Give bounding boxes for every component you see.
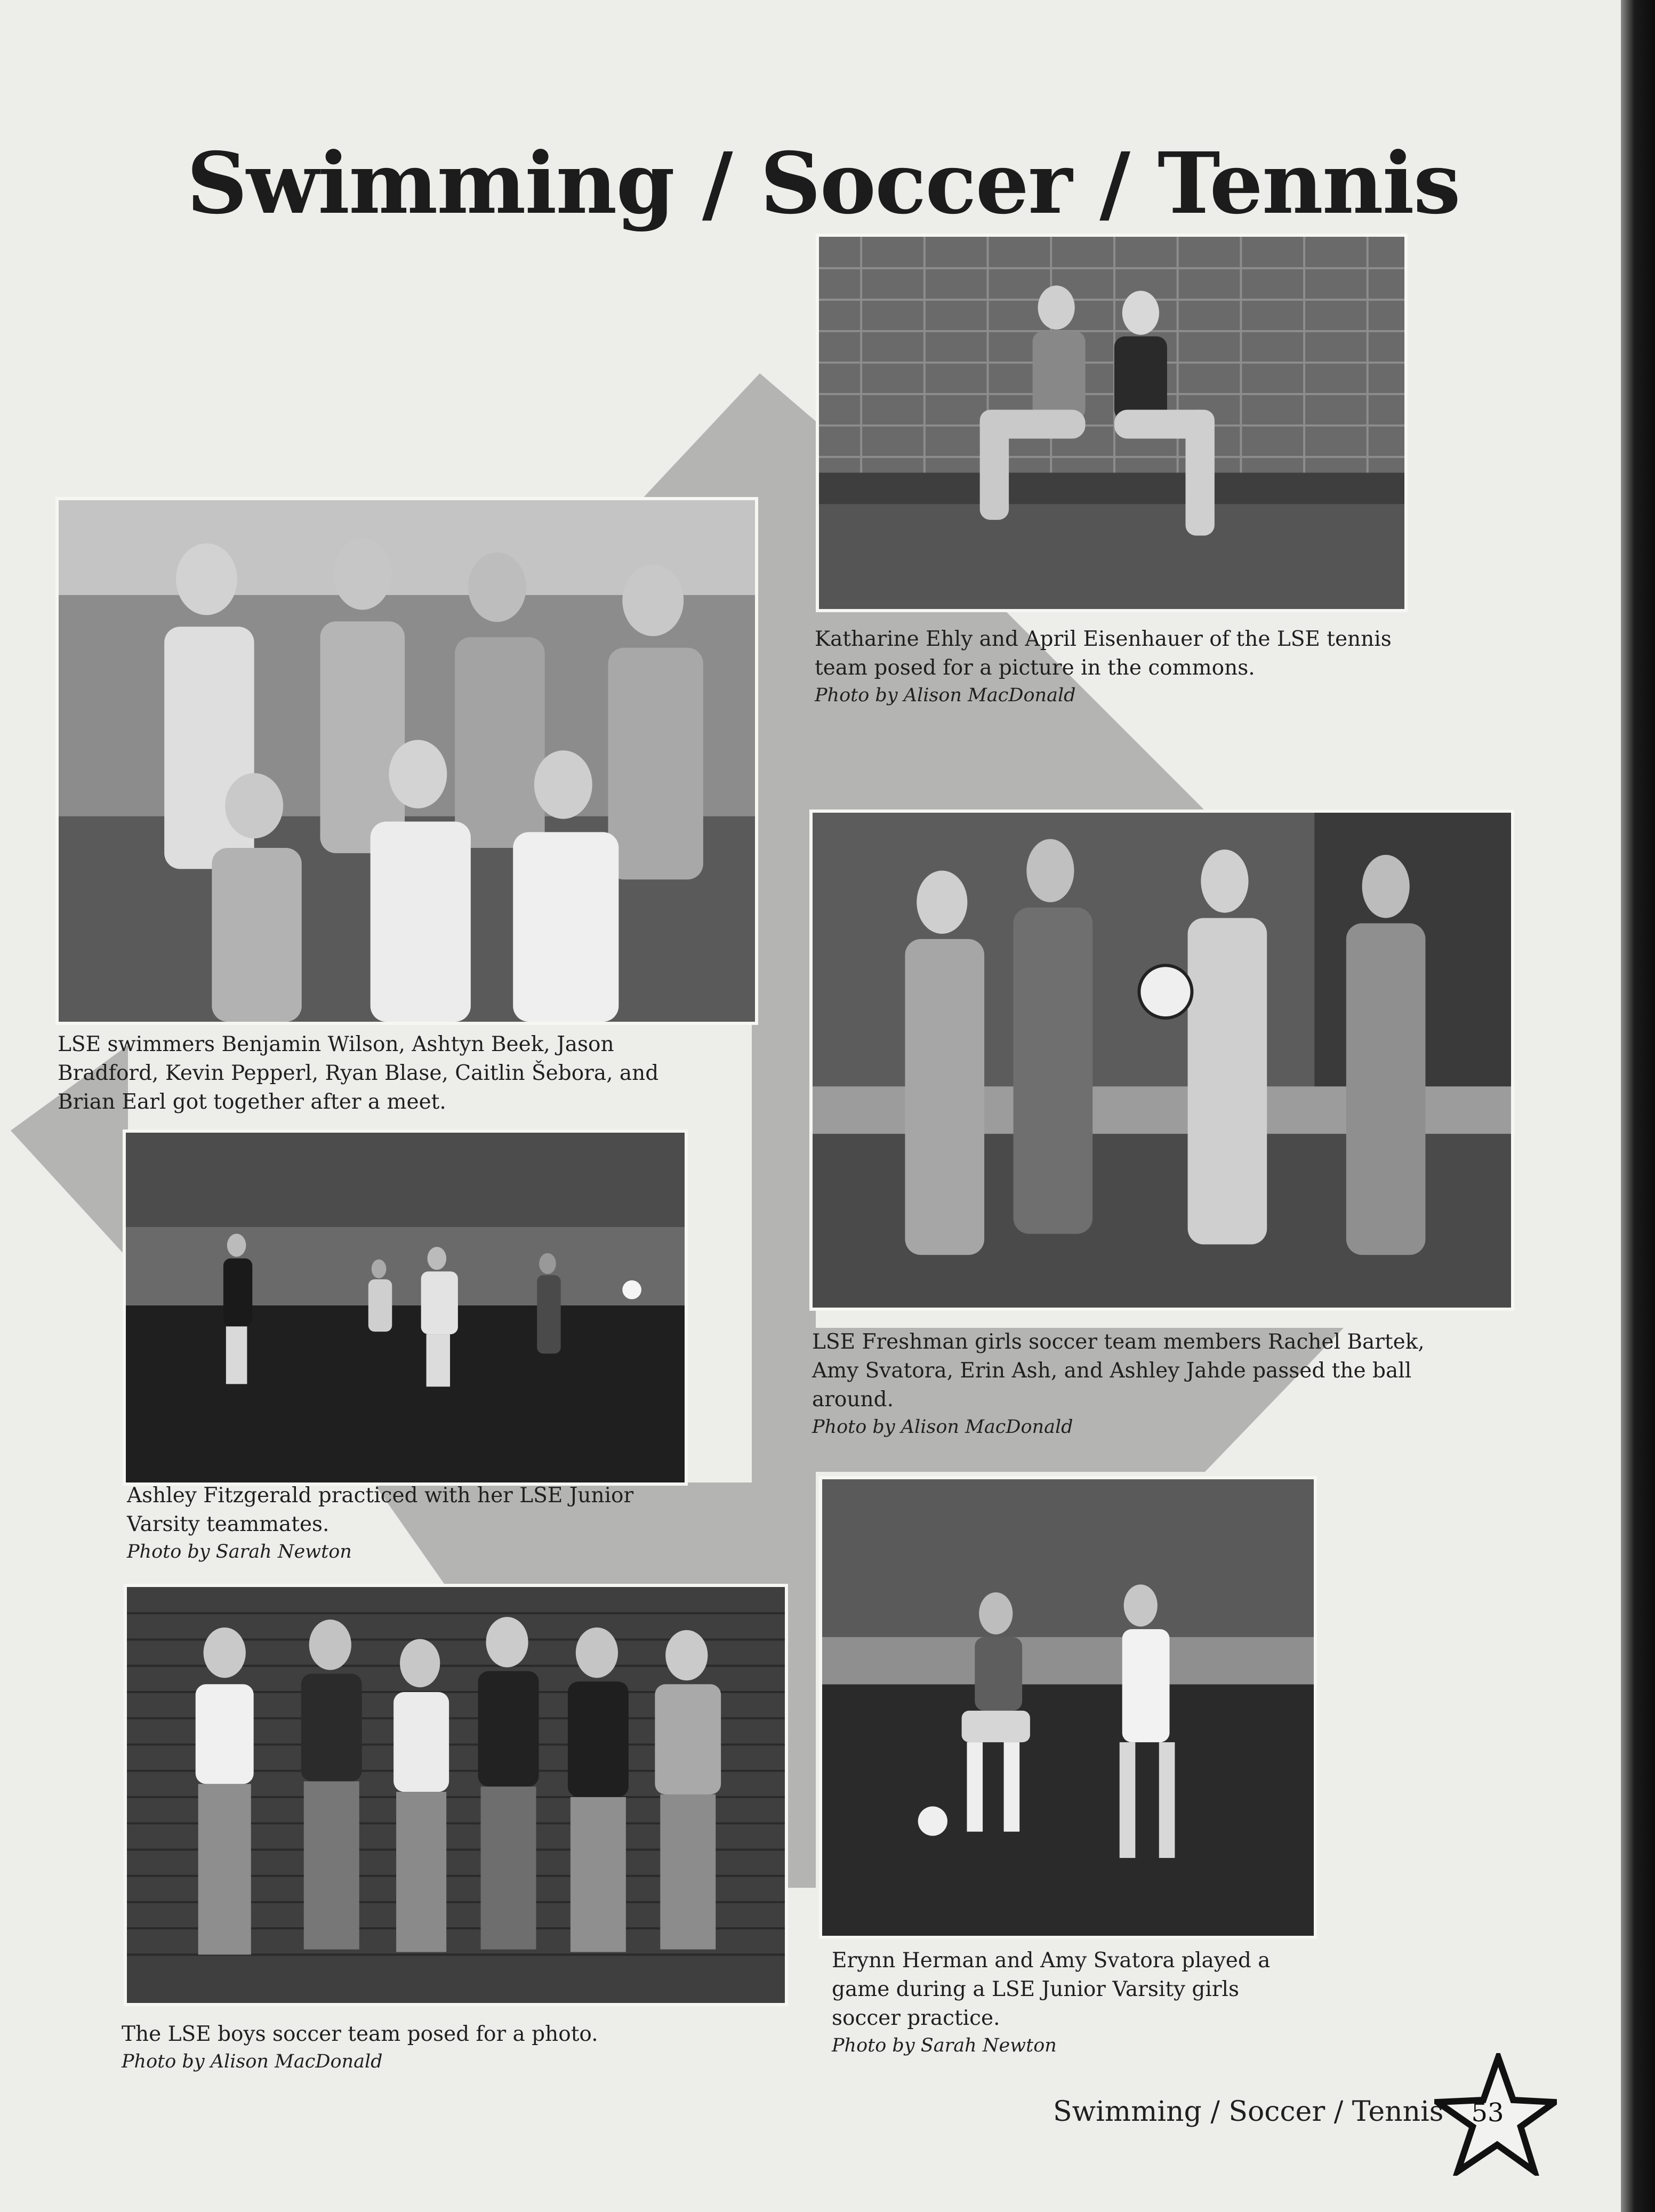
caption-boys-soccer [122,2020,761,2074]
caption-tennis [815,625,1433,708]
photo-credit: Photo by Sarah Newton [832,2035,1057,2056]
photo-credit: Photo by Alison MacDonald [122,2051,383,2072]
page-number: 53 [1471,2098,1504,2128]
caption-text: Katharine Ehly and April Eisenhauer of the LSE tennis team posed for a picture in the commons. [815,627,1392,680]
footer-section-label: Swimming / Soccer / Tennis [1053,2096,1444,2128]
caption-jv-game [832,1946,1301,2058]
photo-boys-soccer [124,1584,788,2006]
caption-jv-practice [127,1481,692,1565]
caption-text: Ashley Fitzgerald practiced with her LSE Junior Varsity teammates. [127,1484,634,1536]
photo-credit: Photo by Alison MacDonald [812,1416,1073,1438]
photo-tennis [816,234,1408,612]
photo-credit: Photo by Alison MacDonald [815,685,1076,706]
caption-text: LSE Freshman girls soccer team members Rachel Bartek, Amy Svatora, Erin Ash, and Ashley Jahde passed the ball around. [812,1330,1425,1412]
caption-swimmers [58,1030,697,1117]
page-title: Swimming / Soccer / Tennis [187,134,1460,233]
photo-swimmers [55,497,758,1025]
photo-jv-practice [123,1129,688,1486]
caption-text: LSE swimmers Benjamin Wilson, Ashtyn Beek, Jason Bradford, Kevin Pepperl, Ryan Blase, Caitlin Šebora, and Brian Earl got together after a meet. [58,1032,659,1114]
binding-edge [1621,0,1655,2212]
caption-freshman-soccer [812,1328,1463,1440]
photo-credit: Photo by Sarah Newton [127,1541,352,1562]
caption-text: Erynn Herman and Amy Svatora played a game during a LSE Junior Varsity girls soccer practice. [832,1949,1271,2030]
photo-jv-game [819,1476,1317,1939]
caption-text: The LSE boys soccer team posed for a photo. [122,2022,598,2046]
photo-freshman-soccer [809,810,1514,1311]
